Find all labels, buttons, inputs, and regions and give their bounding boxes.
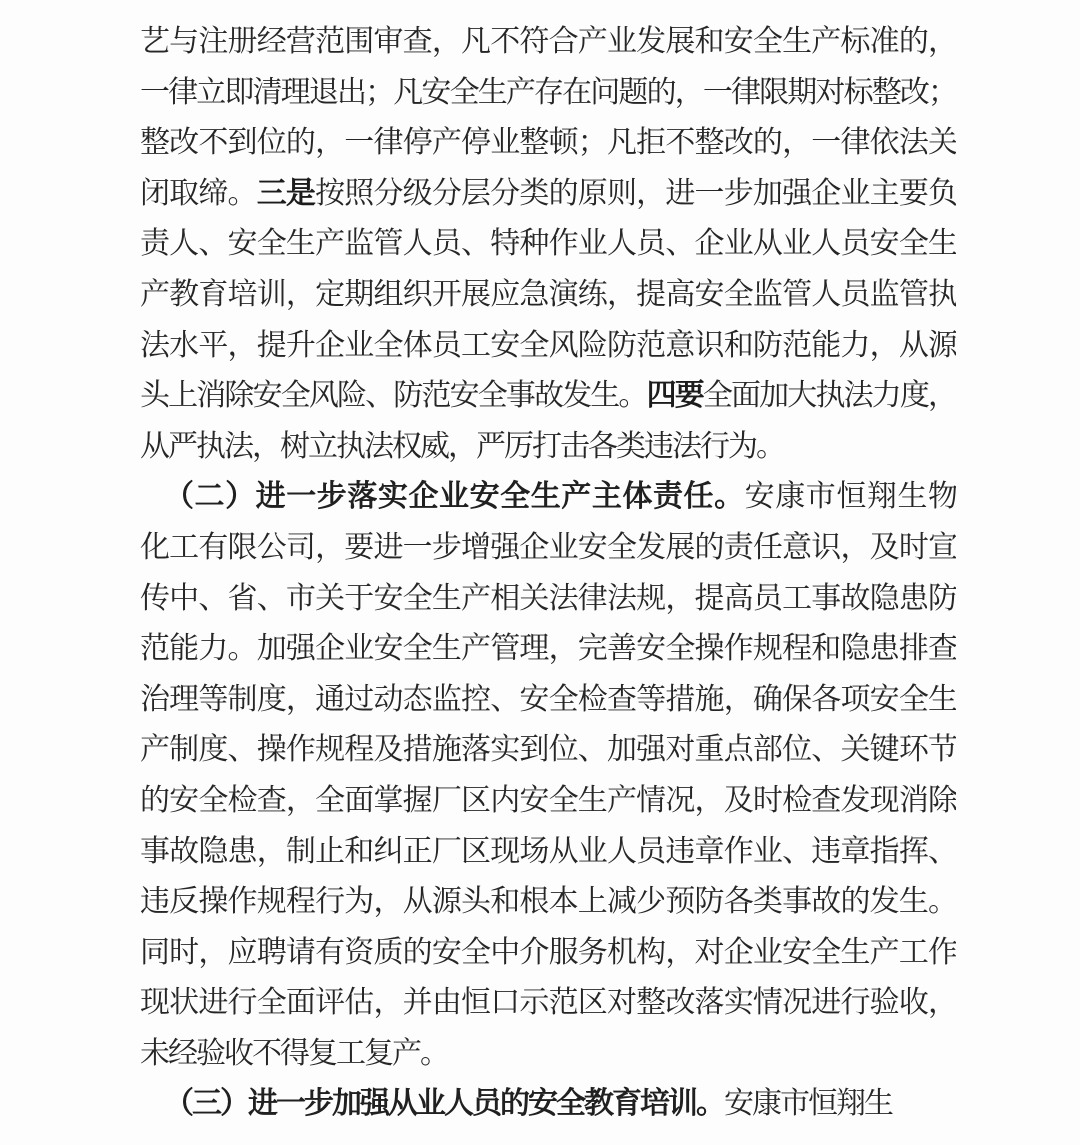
text-line: 产教育培训，定期组织开展应急演练，提高安全监管人员监管执	[140, 277, 956, 311]
text-line: 传中、省、市关于安全生产相关法律法规，提高员工事故隐患防	[140, 581, 956, 615]
bold-emphasis-sandian: 三是	[256, 176, 316, 210]
bold-emphasis-sidian: 四要	[646, 379, 703, 413]
text-line	[140, 169, 956, 220]
text-run: 安康市恒翔生物	[744, 480, 956, 514]
text-line: 范能力。加强企业安全生产管理，完善安全操作规程和隐患排查	[140, 632, 956, 666]
text-line: 同时，应聘请有资质的安全中介服务机构，对企业安全生产工作	[140, 935, 956, 969]
text-line: 从严执法，树立执法权威，严厉打击各类违法行为。	[140, 429, 784, 463]
text-line: 一律立即清理退出；凡安全生产存在问题的，一律限期对标整改；	[140, 75, 956, 109]
text-line: 事故隐患，制止和纠正厂区现场从业人员违章作业、违章指挥、	[140, 834, 956, 868]
section-heading-2: （二）进一步落实企业安全生产主体责任。	[164, 480, 745, 514]
text-run: 按照分级分层分类的原则，进一步加强企业主要负	[315, 176, 956, 210]
text-line: 现状进行全面评估，并由恒口示范区对整改落实情况进行验收，	[140, 986, 956, 1020]
text-line: 化工有限公司，要进一步增强企业安全发展的责任意识，及时宣	[140, 530, 956, 564]
text-line	[140, 371, 956, 422]
text-line: 艺与注册经营范围审查，凡不符合产业发展和安全生产标准的，	[140, 25, 956, 58]
text-line: 整改不到位的，一律停产停业整顿；凡拒不整改的，一律依法关	[140, 126, 956, 160]
text-line-section-2	[140, 472, 956, 523]
section-heading-3: （三）进一步加强从业人员的安全教育培训。	[164, 1087, 724, 1121]
text-line: 法水平，提升企业全体员工安全风险防范意识和防范能力，从源	[140, 328, 956, 362]
text-line: 未经验收不得复工复产。	[140, 1036, 448, 1070]
text-line: 的安全检查，全面掌握厂区内安全生产情况，及时检查发现消除	[140, 783, 956, 817]
document-body	[140, 17, 956, 1130]
text-run: 头上消除安全风险、防范安全事故发生。	[140, 379, 647, 413]
text-line-section-3	[140, 1079, 956, 1130]
text-line: 违反操作规程行为，从源头和根本上减少预防各类事故的发生。	[140, 885, 956, 919]
text-line: 产制度、操作规程及措施落实到位、加强对重点部位、关键环节	[140, 733, 956, 767]
text-line: 责人、安全生产监管人员、特种作业人员、企业从业人员安全生	[140, 227, 956, 261]
text-run: 全面加大执法力度，	[702, 379, 956, 413]
text-run: 安康市恒翔生	[724, 1087, 892, 1121]
text-line: 治理等制度，通过动态监控、安全检查等措施，确保各项安全生	[140, 682, 956, 716]
text-run: 闭取缔。	[140, 176, 257, 210]
